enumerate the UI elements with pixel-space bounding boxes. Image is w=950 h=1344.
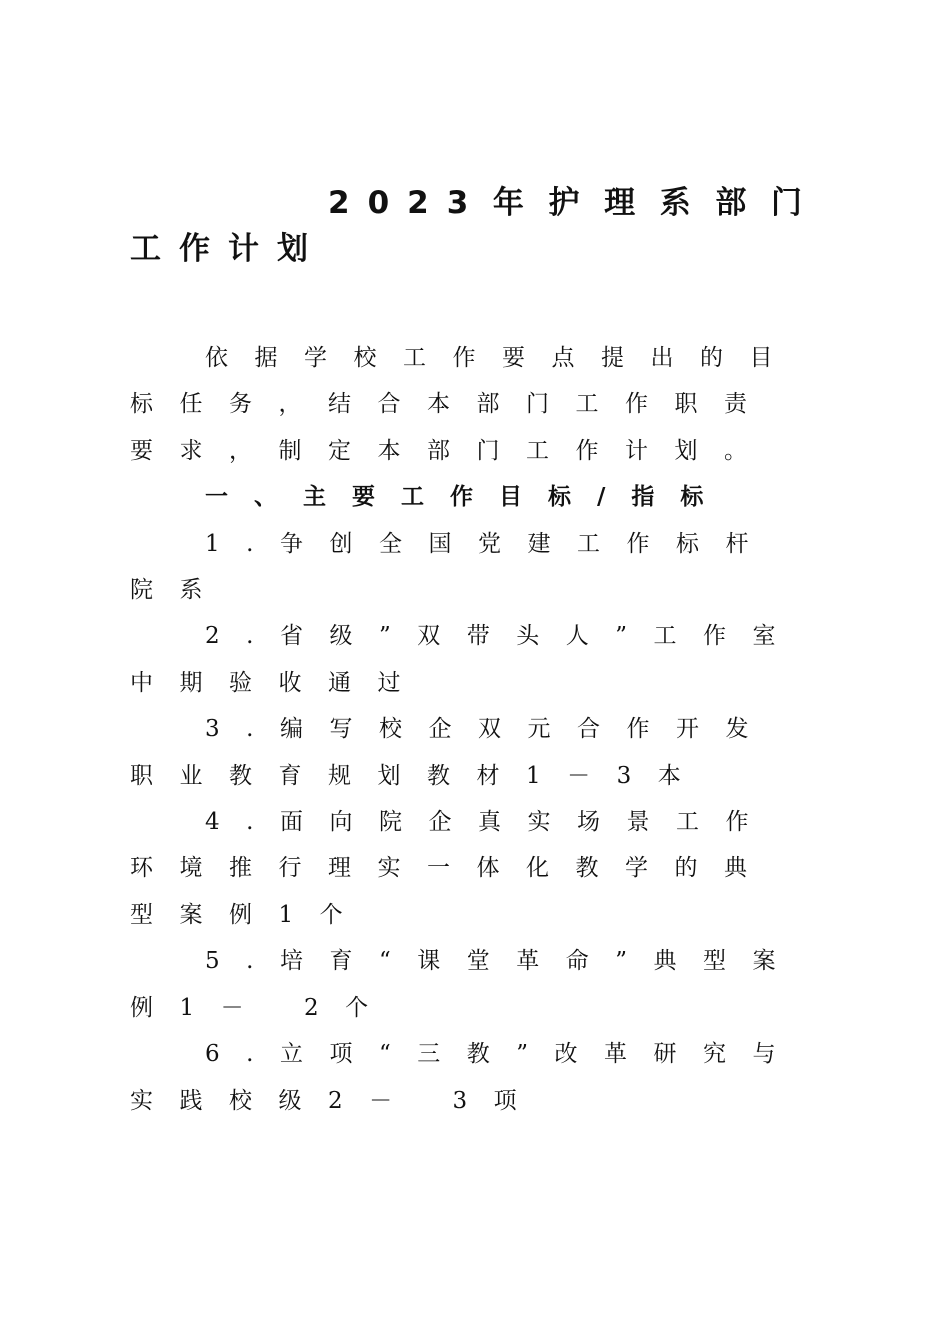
list-item: 6.立项“三教”改革研究与实践校级2－ 3项 (130, 1041, 802, 1114)
page-title: 2023年护理系部门工作计划 (130, 185, 820, 267)
list-item: 1.争创全国党建工作标杆院系 (130, 530, 775, 604)
list-item: 5.培育“课堂革命”典型案例1－ 2个 (130, 948, 802, 1021)
section-heading: 一、主要工作目标/指标 (205, 484, 730, 511)
list-item: 4.面向院企真实场景工作环境推行理实一体化教学的典型案例1个 (130, 809, 775, 928)
intro-paragraph: 依据学校工作要点提出的目标任务，结合本部门工作职责要求，制定本部门工作计划。 (130, 345, 799, 464)
document-body (130, 335, 810, 1124)
list-item: 3.编写校企双元合作开发职业教育规划教材1－3本 (130, 716, 775, 789)
list-item: 2.省级”双带头人”工作室中期验收通过 (130, 623, 802, 696)
